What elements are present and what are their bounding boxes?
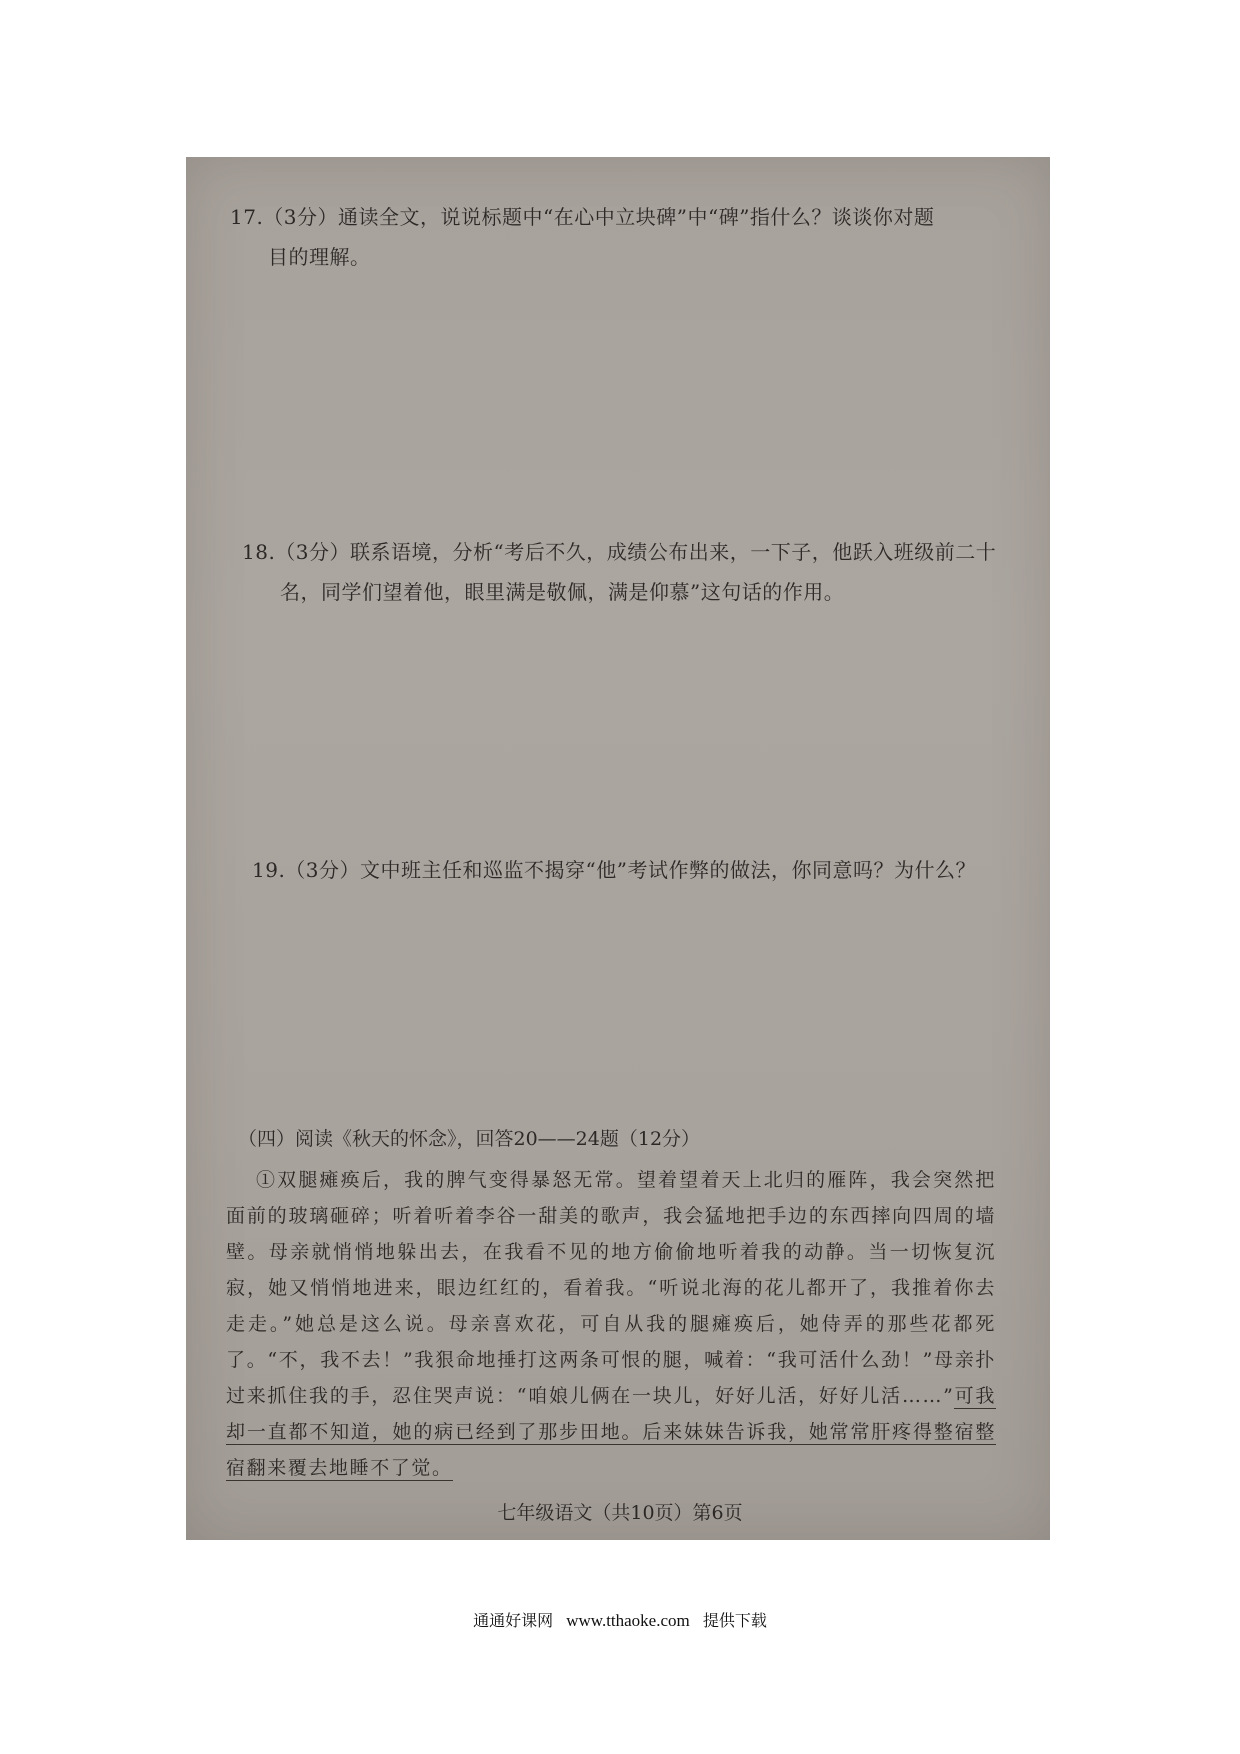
question-18 <box>242 532 999 612</box>
download-footer <box>0 1608 1240 1631</box>
site-name: 通通好课网 <box>473 1611 554 1630</box>
site-suffix: 提供下载 <box>702 1611 767 1630</box>
question-17-line-1: 17.（3分）通读全文，说说标题中“在心中立块碑”中“碑”指什么？谈谈你对题 <box>230 205 935 229</box>
question-17 <box>230 197 1005 277</box>
site-url[interactable]: www.tthaoke.com <box>566 1611 690 1630</box>
question-17-line-2: 目的理解。 <box>268 245 371 269</box>
reading-passage <box>226 1162 996 1486</box>
page-footer: 七年级语文（共10页）第6页 <box>497 1502 743 1524</box>
passage-underlined-text: 可我却一直都不知道，她的病已经到了那步田地。后来妹妹告诉我，她常常肝疼得整宿整宿翻来覆去地睡不了觉。 <box>226 1385 996 1479</box>
question-19 <box>252 850 1012 890</box>
question-18-line-2: 名，同学们望着他，眼里满是敬佩，满是仰慕”这句话的作用。 <box>280 580 845 604</box>
passage-text: ①双腿瘫痪后，我的脾气变得暴怒无常。望着望着天上北归的雁阵，我会突然把面前的玻璃砸碎；听着听着李谷一甜美的歌声，我会猛地把手边的东西摔向四周的墙壁。母亲就悄悄地躲出去，在我看不见的地方偷偷地听着我的动静。当一切恢复沉寂，她又悄悄地进来，眼边红红的，看着我。“听说北海的花儿都开了，我推着你去走走。”她总是这么说。母亲喜欢花，可自从我的腿瘫痪后，她侍弄的那些花都死了。“不，我不去！”我狠命地捶打这两条可恨的腿，喊着：“我可活什么劲！”母亲扑过来抓住我的手，忍住哭声说：“咱娘儿俩在一块儿，好好儿活，好好儿活……” <box>226 1169 996 1407</box>
section-title: （四）阅读《秋天的怀念》，回答20——24题（12分） <box>238 1128 701 1150</box>
question-18-line-1: 18.（3分）联系语境，分析“考后不久，成绩公布出来，一下子，他跃入班级前二十 <box>242 540 997 564</box>
question-19-line-1: 19.（3分）文中班主任和巡监不揭穿“他”考试作弊的做法，你同意吗？为什么？ <box>252 858 976 882</box>
